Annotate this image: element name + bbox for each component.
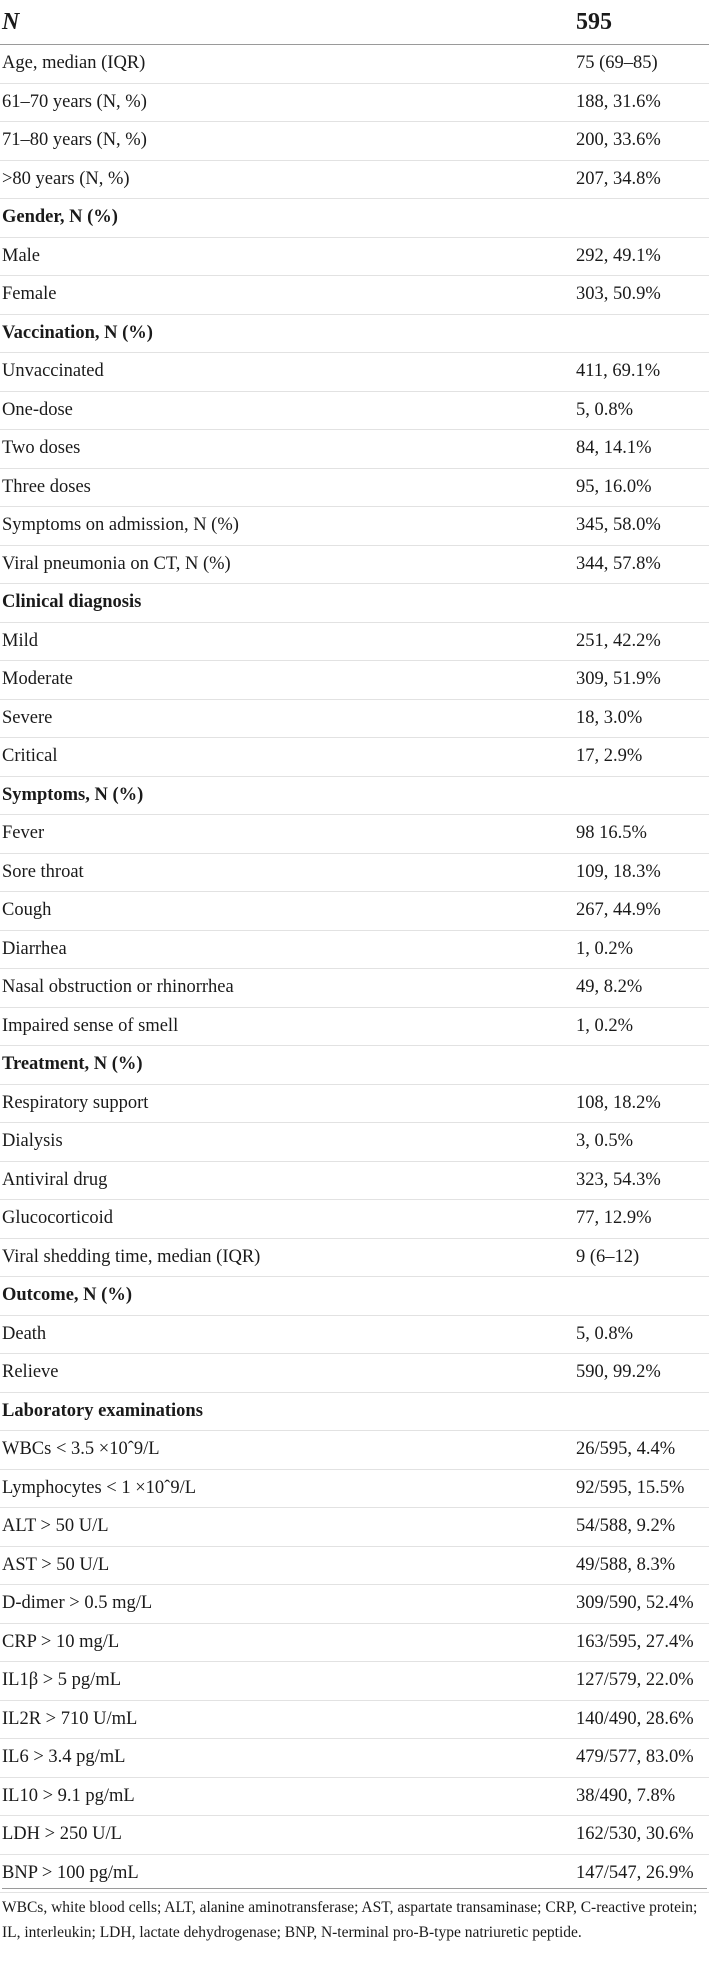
row-value: 1, 0.2%: [576, 938, 634, 959]
row-value: 26/595, 4.4%: [576, 1439, 676, 1460]
row-label: Symptoms on admission, N (%): [2, 515, 239, 536]
row-label: Severe: [2, 707, 53, 728]
row-label: Male: [2, 245, 41, 266]
table-row: [0, 700, 709, 739]
table-row: [0, 430, 709, 469]
row-label: 61–70 years (N, %): [2, 91, 147, 112]
row-label: Viral shedding time, median (IQR): [2, 1246, 261, 1267]
table-row: [0, 161, 709, 200]
row-value: 3, 0.5%: [576, 1131, 634, 1152]
row-label: Unvaccinated: [2, 361, 104, 382]
table-row: [0, 815, 709, 854]
row-label: Glucocorticoid: [2, 1208, 113, 1229]
row-value: 344, 57.8%: [576, 553, 661, 574]
table-row: [0, 1778, 709, 1817]
row-value: 147/547, 26.9%: [576, 1862, 694, 1883]
row-value: 5, 0.8%: [576, 399, 634, 420]
section-header-row: [0, 315, 709, 354]
row-label: ALT > 50 U/L: [2, 1516, 109, 1537]
row-label: IL10 > 9.1 pg/mL: [2, 1785, 135, 1806]
row-label: Diarrhea: [2, 938, 67, 959]
row-value: 200, 33.6%: [576, 130, 661, 151]
section-header-row: [0, 1046, 709, 1085]
row-value: 1, 0.2%: [576, 1015, 634, 1036]
row-value: 49, 8.2%: [576, 977, 643, 998]
row-value: 92/595, 15.5%: [576, 1477, 685, 1498]
row-label: IL1β > 5 pg/mL: [2, 1670, 122, 1691]
row-value: 345, 58.0%: [576, 515, 661, 536]
row-value: 9 (6–12): [576, 1246, 640, 1267]
section-header-row: [0, 584, 709, 623]
row-label: BNP > 100 pg/mL: [2, 1862, 139, 1883]
table-row: [0, 1162, 709, 1201]
row-value: 292, 49.1%: [576, 245, 661, 266]
table-row: [0, 1123, 709, 1162]
row-value: 163/595, 27.4%: [576, 1631, 694, 1652]
row-value: 95, 16.0%: [576, 476, 652, 497]
row-label: Lymphocytes < 1 ×10ˆ9/L: [2, 1477, 197, 1498]
row-value: 207, 34.8%: [576, 168, 661, 189]
table-row: [0, 1239, 709, 1278]
row-label: Respiratory support: [2, 1092, 149, 1113]
row-label: Treatment, N (%): [2, 1054, 143, 1075]
section-header-row: [0, 777, 709, 816]
row-value: 54/588, 9.2%: [576, 1516, 676, 1537]
table-row: [0, 1624, 709, 1663]
table-row: [0, 1508, 709, 1547]
row-label: 71–80 years (N, %): [2, 130, 147, 151]
row-label: Gender, N (%): [2, 207, 118, 228]
table-row: [0, 507, 709, 546]
table-row: [0, 1008, 709, 1047]
row-label: Vaccination, N (%): [2, 322, 153, 343]
row-label: Antiviral drug: [2, 1169, 108, 1190]
row-label: Fever: [2, 823, 45, 844]
table-row: [0, 738, 709, 777]
header-value: 595: [576, 8, 612, 35]
table-row: [0, 1816, 709, 1855]
row-value: 479/577, 83.0%: [576, 1747, 694, 1768]
table-footnote: WBCs, white blood cells; ALT, alanine aminotransferase; AST, aspartate transaminase; CRP, C-reactive protein; IL, interleukin; LDH, lactate dehydrogenase; BNP, N-terminal pro-B-type natriuretic peptide.: [2, 1888, 707, 1945]
row-label: Mild: [2, 630, 38, 651]
row-label: IL2R > 710 U/mL: [2, 1708, 138, 1729]
row-value: 18, 3.0%: [576, 707, 643, 728]
row-value: 49/588, 8.3%: [576, 1554, 676, 1575]
table-row: [0, 1200, 709, 1239]
row-label: Relieve: [2, 1362, 59, 1383]
row-label: Impaired sense of smell: [2, 1015, 179, 1036]
table-row: [0, 1585, 709, 1624]
row-value: 162/530, 30.6%: [576, 1824, 694, 1845]
row-label: Symptoms, N (%): [2, 784, 144, 805]
row-value: 38/490, 7.8%: [576, 1785, 676, 1806]
row-label: AST > 50 U/L: [2, 1554, 110, 1575]
row-label: Clinical diagnosis: [2, 592, 142, 613]
table-row: [0, 931, 709, 970]
row-label: Sore throat: [2, 861, 84, 882]
row-value: 309/590, 52.4%: [576, 1593, 694, 1614]
row-label: Critical: [2, 746, 58, 767]
row-value: 17, 2.9%: [576, 746, 643, 767]
table-row: [0, 84, 709, 123]
table-row: [0, 1316, 709, 1355]
table-row: [0, 122, 709, 161]
table-row: [0, 1701, 709, 1740]
row-label: IL6 > 3.4 pg/mL: [2, 1747, 126, 1768]
table-row: [0, 353, 709, 392]
table-body: [0, 45, 709, 1893]
row-label: Dialysis: [2, 1131, 63, 1152]
row-label: CRP > 10 mg/L: [2, 1631, 120, 1652]
row-value: 84, 14.1%: [576, 438, 652, 459]
row-label: Female: [2, 284, 57, 305]
row-label: Death: [2, 1323, 47, 1344]
table-row: [0, 1547, 709, 1586]
row-value: 127/579, 22.0%: [576, 1670, 694, 1691]
row-label: Outcome, N (%): [2, 1285, 132, 1306]
table-row: [0, 238, 709, 277]
row-value: 77, 12.9%: [576, 1208, 652, 1229]
row-label: >80 years (N, %): [2, 168, 130, 189]
row-value: 411, 69.1%: [576, 361, 661, 382]
row-value: 303, 50.9%: [576, 284, 661, 305]
row-value: 108, 18.2%: [576, 1092, 661, 1113]
row-value: 590, 99.2%: [576, 1362, 661, 1383]
table-row: [0, 45, 709, 84]
row-value: 323, 54.3%: [576, 1169, 661, 1190]
row-value: 5, 0.8%: [576, 1323, 634, 1344]
table-row: [0, 1354, 709, 1393]
table-row: [0, 854, 709, 893]
table-row: [0, 661, 709, 700]
row-label: Laboratory examinations: [2, 1400, 203, 1421]
row-label: Nasal obstruction or rhinorrhea: [2, 977, 234, 998]
table-row: [0, 1470, 709, 1509]
table-row: [0, 276, 709, 315]
row-value: 251, 42.2%: [576, 630, 661, 651]
header-label: N: [2, 8, 20, 35]
row-label: Cough: [2, 900, 52, 921]
table-row: [0, 1431, 709, 1470]
section-header-row: [0, 1277, 709, 1316]
table-row: [0, 1739, 709, 1778]
row-label: Viral pneumonia on CT, N (%): [2, 553, 231, 574]
table-row: [0, 1662, 709, 1701]
table-row: [0, 1085, 709, 1124]
table-row: [0, 392, 709, 431]
row-value: 267, 44.9%: [576, 900, 661, 921]
table-header: [0, 0, 709, 45]
row-value: 75 (69–85): [576, 53, 658, 74]
row-label: Moderate: [2, 669, 73, 690]
row-value: 188, 31.6%: [576, 91, 661, 112]
row-label: WBCs < 3.5 ×10ˆ9/L: [2, 1439, 160, 1460]
table-row: [0, 469, 709, 508]
row-label: D-dimer > 0.5 mg/L: [2, 1593, 153, 1614]
row-value: 140/490, 28.6%: [576, 1708, 694, 1729]
row-value: 309, 51.9%: [576, 669, 661, 690]
row-label: LDH > 250 U/L: [2, 1824, 122, 1845]
table-row: [0, 546, 709, 585]
row-label: One-dose: [2, 399, 73, 420]
row-value: 98 16.5%: [576, 823, 647, 844]
row-label: Two doses: [2, 438, 81, 459]
table-row: [0, 969, 709, 1008]
section-header-row: [0, 1393, 709, 1432]
section-header-row: [0, 199, 709, 238]
row-label: Three doses: [2, 476, 91, 497]
row-value: 109, 18.3%: [576, 861, 661, 882]
row-label: Age, median (IQR): [2, 53, 146, 74]
table-row: [0, 623, 709, 662]
table-row: [0, 892, 709, 931]
